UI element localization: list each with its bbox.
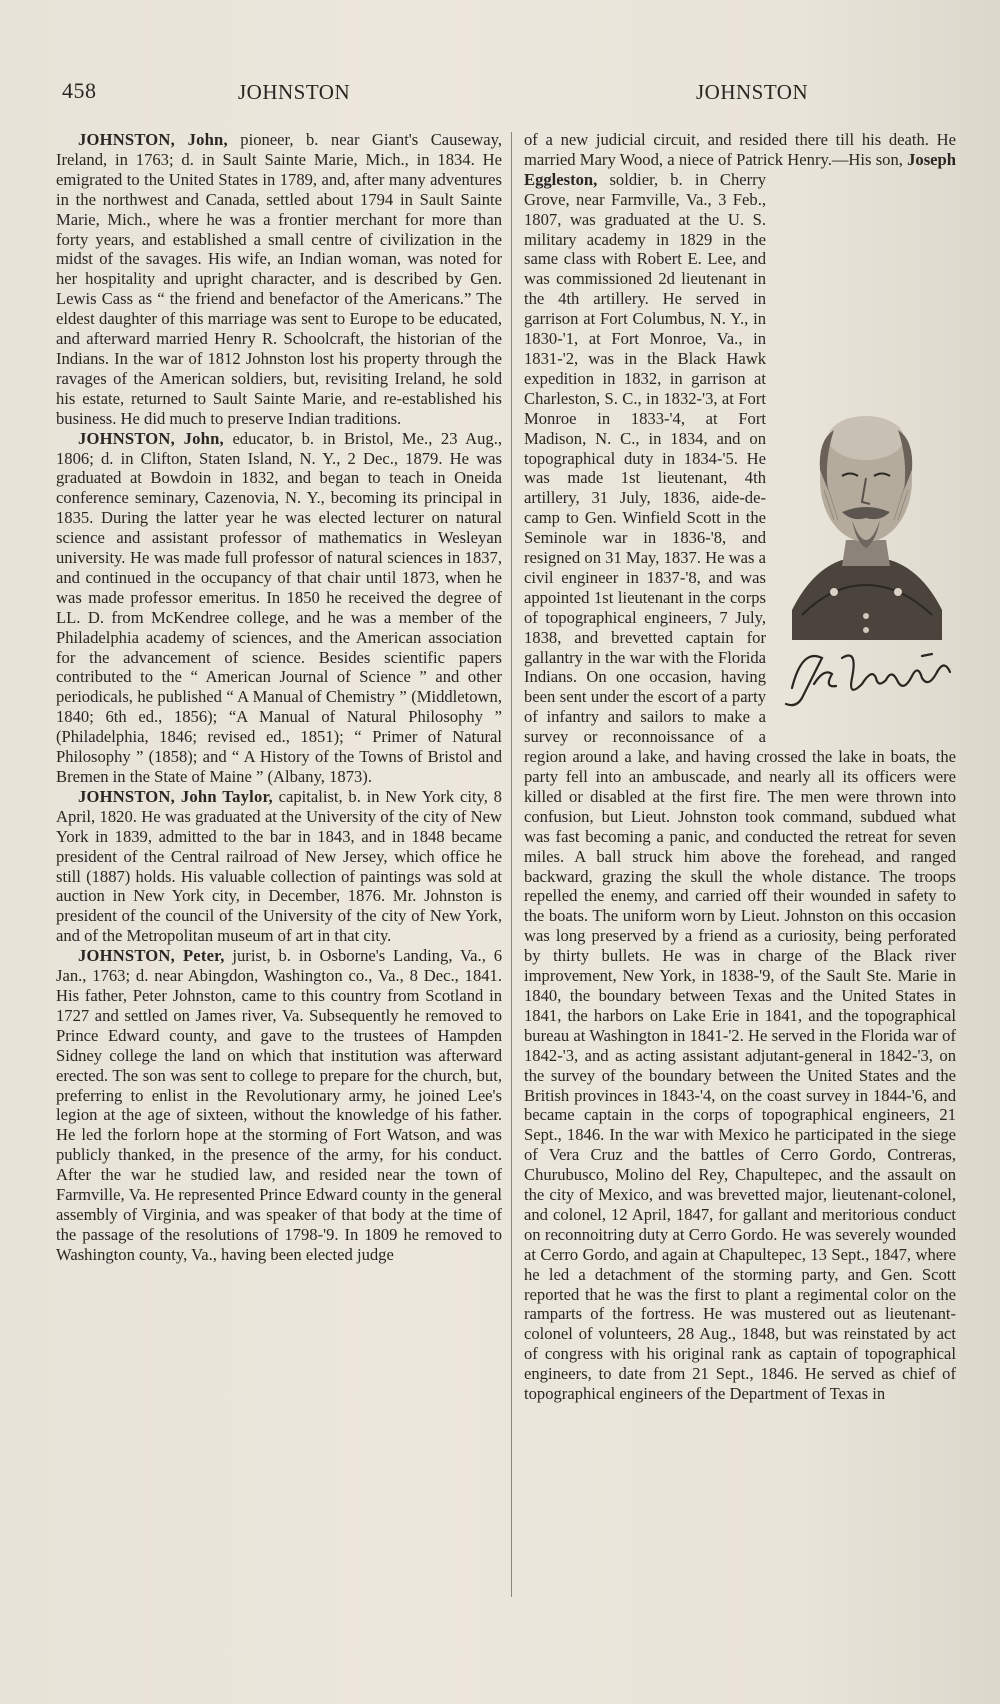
entry-john-johnston-educator — [56, 429, 502, 787]
entry-text: jurist, b. in Osborne's Landing, Va., 6 Jan., 1763; d. near Abingdon, Washington co., Va., 8 Dec., 1841. His father, Peter Johnston, came to this country from Scotland in 1727 and settled on James river, Va. Subsequently he removed to Prince Edward county, and gave to the trustees of Hampden Sidney college the land on which that institution was afterward erected. The son was sent to college to prepare for the church, but, preferring to enlist in the Revolutionary army, he joined Lee's legion at the age of sixteen, without the knowledge of his father. He led the forlorn hope at the storming of Fort Watson, and was publicly thanked, in the presence of the army, for his conduct. After the war he studied law, and resided near the town of Farmville, Va. He represented Prince Edward county in the general assembly of Virginia, and was speaker of that body at the time of the passage of the resolutions of 1798-'9. In 1809 he removed to Washington county, Va., having been elected judge — [56, 946, 502, 1264]
entry-name: JOHNSTON, Peter, — [78, 946, 225, 966]
left-column — [56, 130, 502, 1265]
entry-text: of a new judicial circuit, and resided there till his death. He married Mary Wood, a niece of Patrick Henry.—His son, — [524, 130, 956, 169]
portrait-engraving — [772, 370, 960, 640]
entry-text: capitalist, b. in New York city, 8 April, 1820. He was graduated at the University of the city of New York in 1839, admitted to the bar in 1843, and in 1848 became president of the Central railroad of New Jersey, which office he still (1887) holds. His valuable collection of paintings was sold at auction in New York city, in December, 1876. Mr. Johnston is president of the council of the University of the city of New York, and of the Metropolitan museum of art in that city. — [56, 786, 502, 946]
right-running-head: JOHNSTON — [696, 80, 809, 104]
continued-entry — [524, 130, 956, 1404]
portrait-float — [772, 370, 960, 732]
page-number: 458 — [62, 78, 97, 103]
entry-john-taylor-johnston — [56, 787, 502, 946]
signature-image — [772, 628, 972, 718]
left-running-head: JOHNSTON — [238, 80, 351, 104]
entry-text: pioneer, b. near Giant's Causeway, Ireland, in 1763; d. in Sault Sainte Marie, Mich., in 1834. He emigrated to the United States in 1789, and, after many adventures in the northwest and Canada, settled about 1794 in Sault Sainte Marie, Mich., where he was a frontier merchant for more than forty years, and established a small centre of civilization in the midst of the savages. His wife, an Indian woman, was noted for her hospitality and upright character, and is described by Gen. Lewis Cass as “ the friend and benefactor of the Americans.” The eldest daughter of this marriage was sent to Europe to be educated, and afterward married Henry R. Schoolcraft, the historian of the Indians. In the war of 1812 Johnston lost his property through the ravages of the American soldiers, but, revisiting Ireland, he sold his estate, returned to Sault Sainte Marie, and re-established his business. He did much to preserve Indian traditions. — [56, 130, 502, 428]
right-column — [524, 130, 956, 1404]
entry-peter-johnston — [56, 946, 502, 1265]
entry-name: JOHNSTON, John, — [78, 130, 228, 149]
entry-john-johnston-pioneer — [56, 130, 502, 429]
page-header — [62, 78, 940, 108]
entry-text: educator, b. in Bristol, Me., 23 Aug., 1806; d. in Clifton, Staten Island, N. Y., 2 Dec., 1879. He was graduated at Bowdoin in 1832, and began to teach in Oneida conference seminary, Cazenovia, N. Y., becoming its principal in 1835. During the latter year he was elected lecturer on natural science and assistant professor of mathematics in Wesleyan university. He was made full professor of natural sciences in 1837, and continued in the occupancy of that chair until 1873, when he was made professor emeritus. In 1850 he received the degree of LL. D. from McKendree college, and he was a member of the Philadelphia academy of sciences, and the American association for the advancement of science. Besides scientific papers contributed to the “ American Journal of Science ” and other periodicals, he published “ A Manual of Chemistry ” (Middletown, 1840; 6th ed., 1856); “A Manual of Natural Philosophy ” (Philadelphia, 1846; revised ed., 1851); “ Primer of Natural Philosophy ” (1858); and “ A History of the Towns of Bristol and Bremen in the State of Maine ” (Albany, 1873). — [56, 428, 503, 786]
entry-text: soldier, b. in Cherry Grove, near Farmville, Va., 3 Feb., 1807, was graduated at the U. S. military academy in 1829 in the same class with Robert E. Lee, and was commissioned 2d lieutenant in the 4th artillery. He served in garrison at Fort Columbus, N. Y., in 1830-'1, at Fort Monroe, Va., in 1831-'2, was in the Black Hawk expedition in 1832, in garrison at Charleston, S. C., in 1832-'3, at Fort Monroe in 1833-'4, at Fort Madison, N. C., in 1834, and on topographical duty in 1834-'5. He was made 1st lieutenant, 4th artillery, 31 July, 1836, aide-de-camp to Gen. Winfield Scott in the Seminole war in 1836-'8, and resigned on 31 May, 1837. He was a civil engineer in 1837-'8, and was appointed 1st lieutenant in the corps of topographical engineers, 7 July, 1838, and brevetted captain for gallantry in the war with the Florida Indians. On one occasion, having been sent under the escort of a party of infantry and sailors to make a survey or reconnoissance of a region around a lake, and having crossed the lake in boats, the party fell into an ambuscade, and nearly all its officers were killed or disabled at the first fire. The men were thrown into confusion, but Lieut. Johnston took command, subdued what was fast becoming a panic, and conducted the retreat for seven miles. A ball struck him above the forehead, and ranged backward, grazing the skull the whole distance. The troops repelled the enemy, and carried off their wounded in safety to the boats. The uniform worn by Lieut. Johnston on this occasion was long preserved by a friend as a curiosity, being perforated by thirty bullets. He was in charge of the Black river improvement, New York, in 1838-'9, of the Sault Ste. Marie in 1840, the boundary between Texas and the United States in 1841, the harbors on Lake Erie in 1841, and the topographical bureau at Washington in 1841-'2. He served in the Florida war of 1842-'3, and as acting assistant adjutant-general in 1842-'3, on the survey of the boundary between the United States and the British provinces in 1843-'4, on the coast survey in 1844-'6, and became captain in the corps of topographical engineers, 21 Sept., 1846. In the war with Mexico he participated in the siege of Vera Cruz and the battles of Cerro Gordo, Contreras, Churubusco, Molino del Rey, Chapultepec, and the assault on the city of Mexico, and was brevetted major, lieutenant-colonel, and colonel, 12 April, 1847, for gallant and meritorious conduct on reconnoitring duty at Cerro Gordo. He was severely wounded at Cerro Gordo, and again at Chapultepec, 13 Sept., 1847, where he led a detachment of the storming party, and Gen. Scott reported that he was the first to plant a regimental color on the ramparts of the fortress. He was mustered out as lieutenant-colonel of volunteers, 28 Aug., 1848, but was reinstated by act of congress with his original rank as captain of topographical engineers, to date from 21 Sept., 1846. He served as chief of topographical engineers of the Department of Texas in — [524, 169, 956, 1404]
column-divider — [511, 132, 512, 1597]
entry-name: JOHNSTON, John Taylor, — [78, 786, 273, 806]
son-name: Joseph Eggleston, — [524, 149, 956, 189]
entry-name: JOHNSTON, John, — [78, 428, 224, 448]
